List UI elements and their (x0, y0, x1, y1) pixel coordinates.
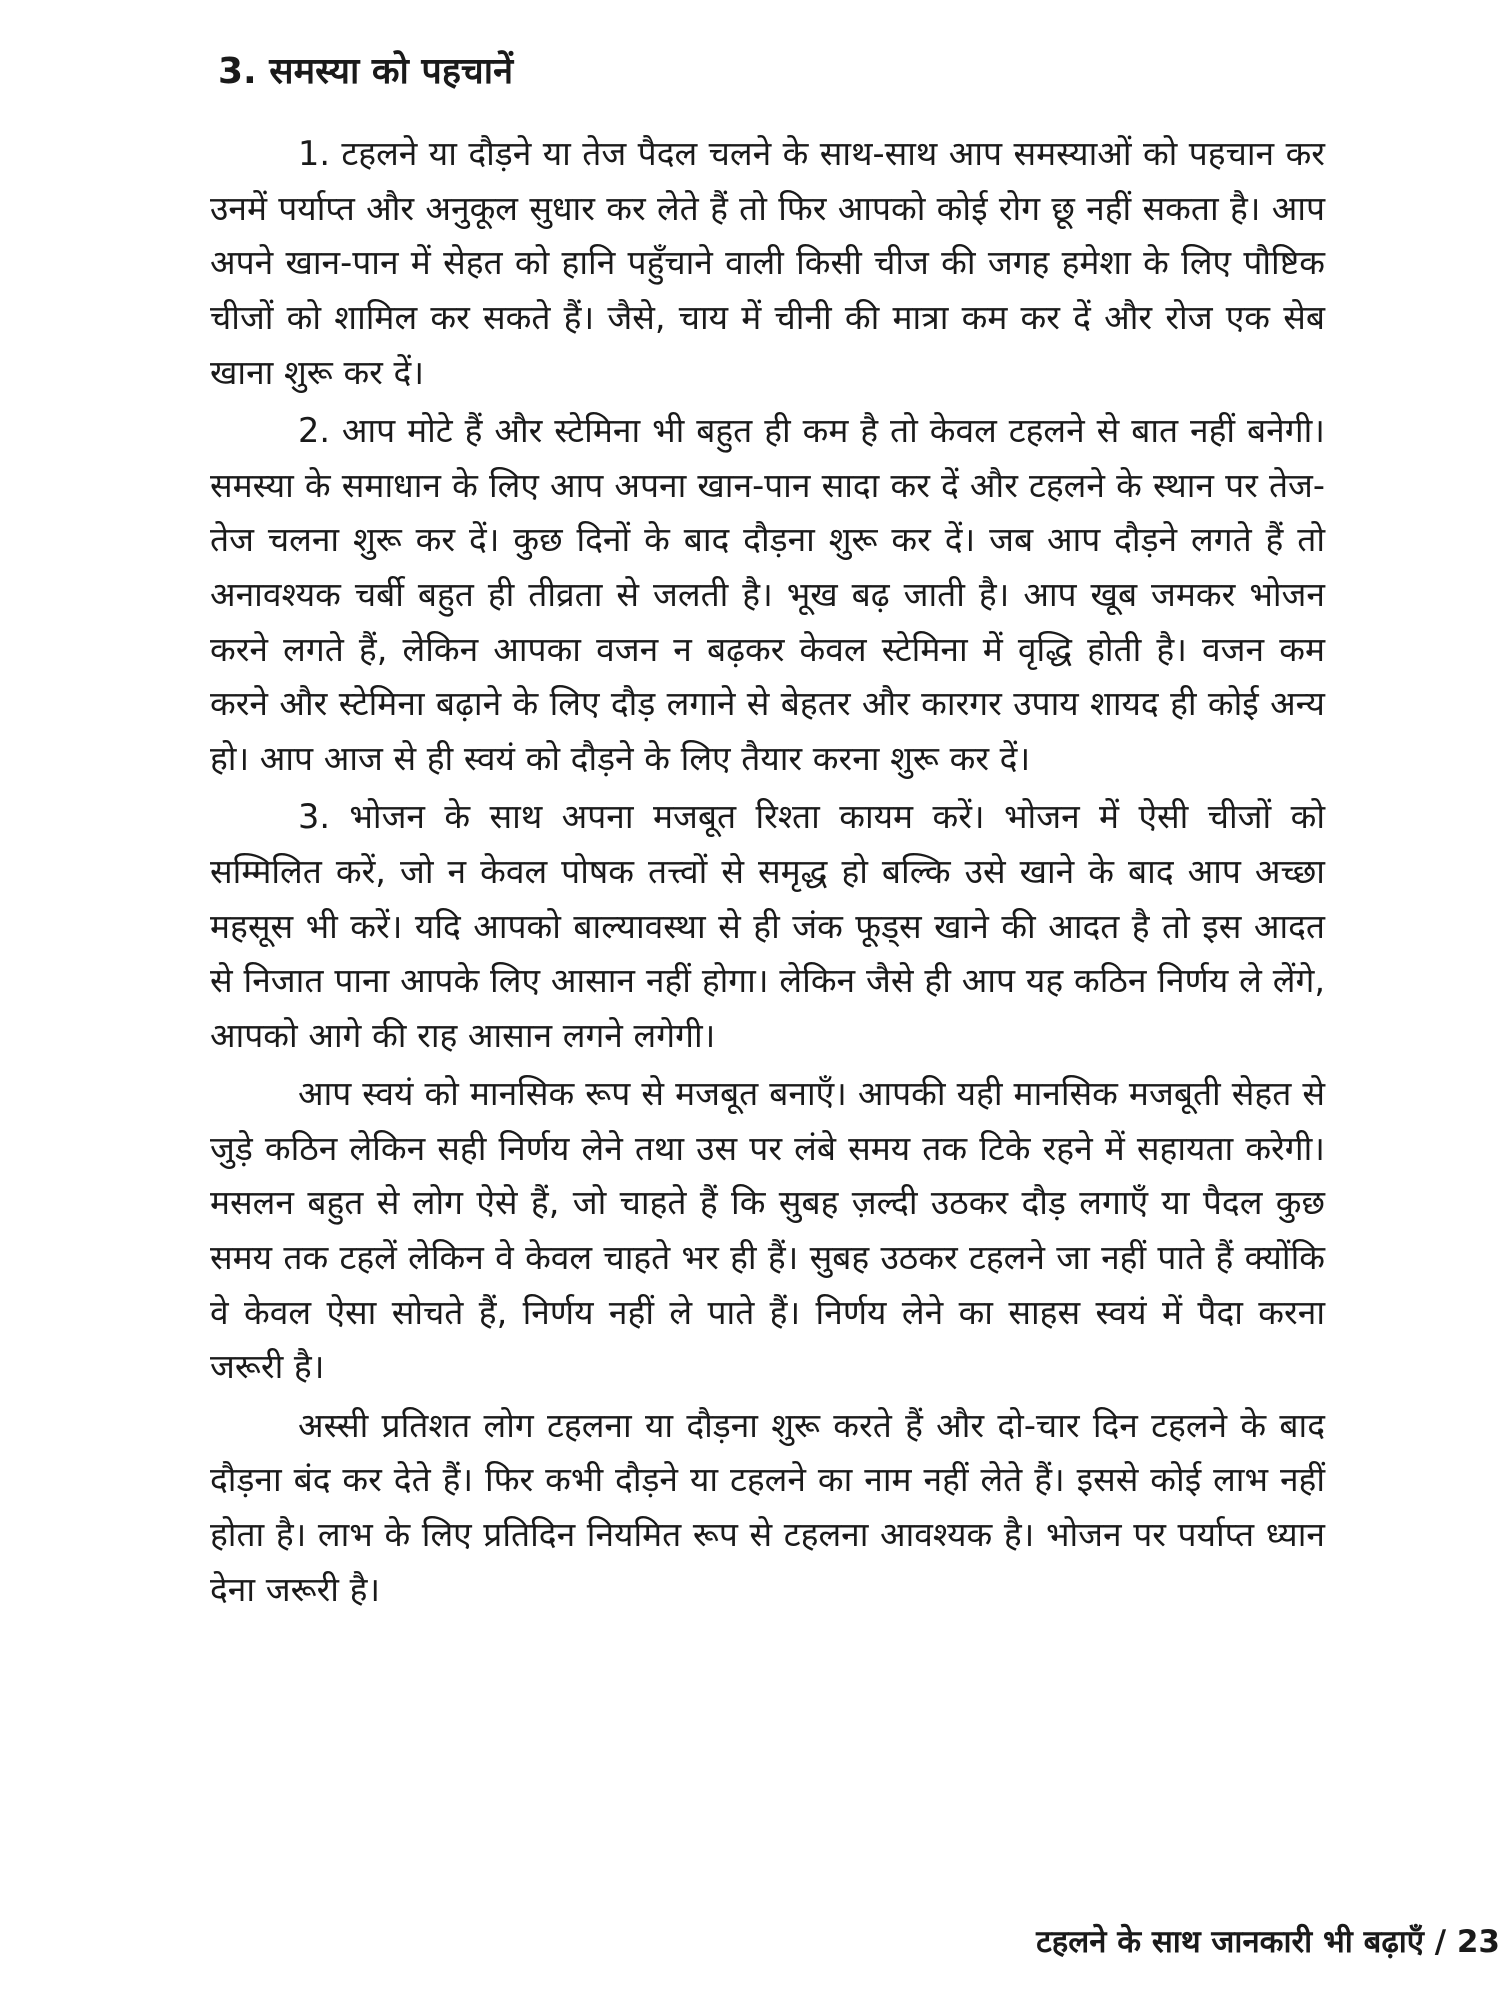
book-page (210, 50, 1325, 1950)
paragraph-5: अस्सी प्रतिशत लोग टहलना या दौड़ना शुरू करते हैं और दो-चार दिन टहलने के बाद दौड़ना बंद कर देते हैं। फिर कभी दौड़ने या टहलने का नाम नहीं लेते हैं। इससे कोई लाभ नहीं होता है। लाभ के लिए प्रतिदिन नियमित रूप से टहलना आवश्यक है। भोजन पर पर्याप्त ध्यान देना जरूरी है। (210, 1405, 1325, 1609)
paragraph-4: आप स्वयं को मानसिक रूप से मजबूत बनाएँ। आपकी यही मानसिक मजबूती सेहत से जुड़े कठिन लेकिन सही निर्णय लेने तथा उस पर लंबे समय तक टिके रहने में सहायता करेगी। मसलन बहुत से लोग ऐसे हैं, जो चाहते हैं कि सुबह ज़ल्दी उठकर दौड़ लगाएँ या पैदल कुछ समय तक टहलें लेकिन वे केवल चाहते भर ही हैं। सुबह उठकर टहलने जा नहीं पाते हैं क्योंकि वे केवल ऐसा सोचते हैं, निर्णय नहीं ले पाते हैं। निर्णय लेने का साहस स्वयं में पैदा करना जरूरी है। (210, 1074, 1325, 1387)
page-footer: टहलने के साथ जानकारी भी बढ़ाएँ / 23 (1036, 1924, 1500, 1960)
paragraph-3: 3. भोजन के साथ अपना मजबूत रिश्ता कायम करें। भोजन में ऐसी चीजों को सम्मिलित करें, जो न केवल पोषक तत्त्वों से समृद्ध हो बल्कि उसे खाने के बाद आप अच्छा महसूस भी करें। यदि आपको बाल्यावस्था से ही जंक फूड्स खाने की आदत है तो इस आदत से निजात पाना आपके लिए आसान नहीं होगा। लेकिन जैसे ही आप यह कठिन निर्णय ले लेंगे, आपको आगे की राह आसान लगने लगेगी। (210, 797, 1325, 1055)
paragraph-1: 1. टहलने या दौड़ने या तेज पैदल चलने के साथ-साथ आप समस्याओं को पहचान कर उनमें पर्याप्त और अनुकूल सुधार कर लेते हैं तो फिर आपको कोई रोग छू नहीं सकता है। आप अपने खान-पान में सेहत को हानि पहुँचाने वाली किसी चीज की जगह हमेशा के लिए पौष्टिक चीजों को शामिल कर सकते हैं। जैसे, चाय में चीनी की मात्रा कम कर दें और रोज एक सेब खाना शुरू कर दें। (210, 134, 1325, 392)
paragraph-2: 2. आप मोटे हैं और स्टेमिना भी बहुत ही कम है तो केवल टहलने से बात नहीं बनेगी। समस्या के समाधान के लिए आप अपना खान-पान सादा कर दें और टहलने के स्थान पर तेज-तेज चलना शुरू कर दें। कुछ दिनों के बाद दौड़ना शुरू कर दें। जब आप दौड़ने लगते हैं तो अनावश्यक चर्बी बहुत ही तीव्रता से जलती है। भूख बढ़ जाती है। आप खूब जमकर भोजन करने लगते हैं, लेकिन आपका वजन न बढ़कर केवल स्टेमिना में वृद्धि होती है। वजन कम करने और स्टेमिना बढ़ाने के लिए दौड़ लगाने से बेहतर और कारगर उपाय शायद ही कोई अन्य हो। आप आज से ही स्वयं को दौड़ने के लिए तैयार करना शुरू कर दें। (210, 411, 1325, 778)
section-heading: 3. समस्या को पहचानें (218, 51, 514, 92)
